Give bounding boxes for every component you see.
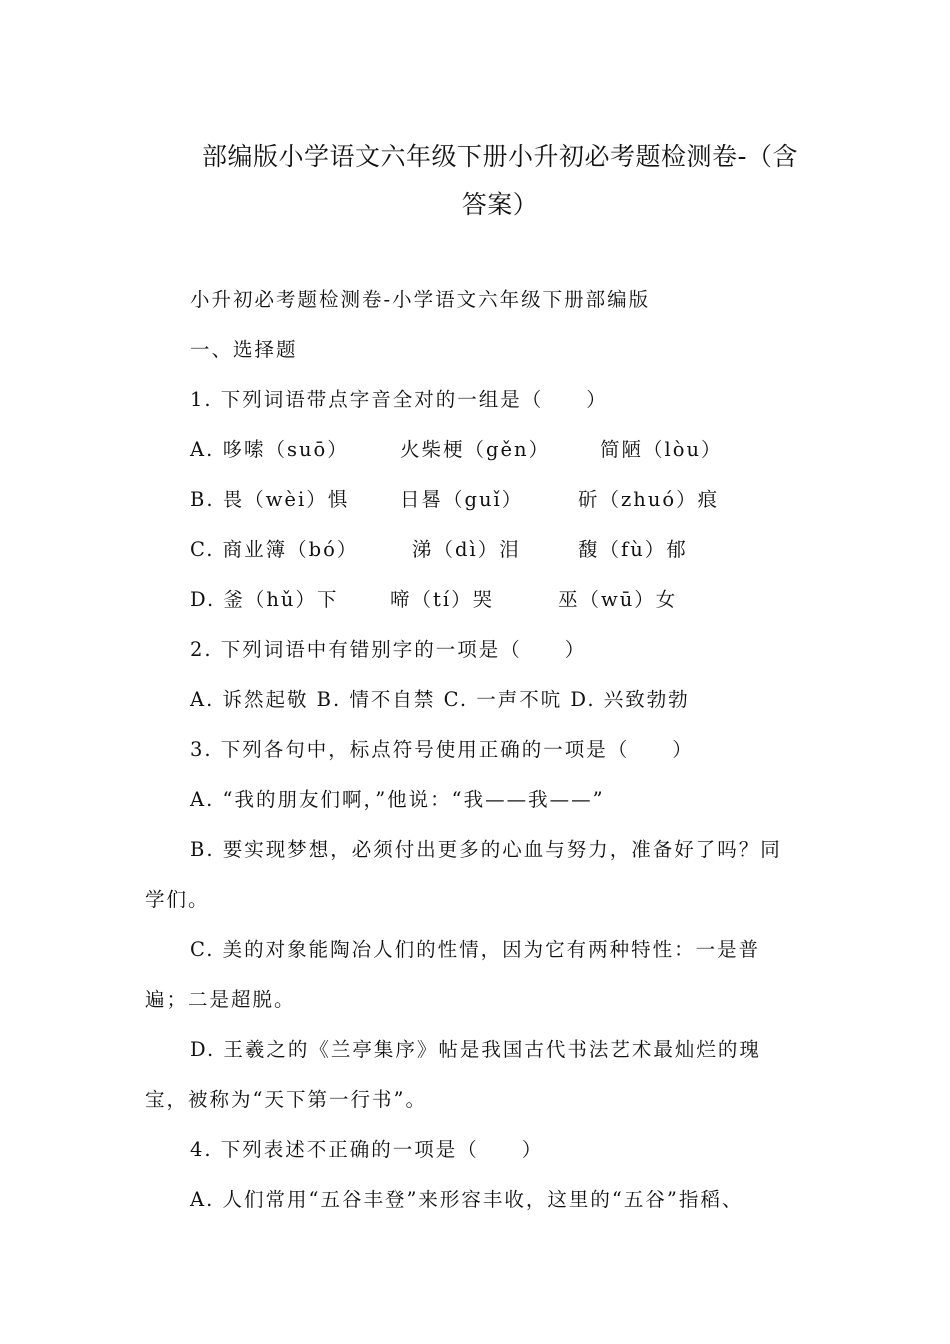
option-part: 涕（dì）泪 (412, 538, 521, 561)
option-part: B. 畏（wèi）惧 (190, 488, 350, 511)
option-part: 斫（zhuó）痕 (578, 488, 720, 511)
question-2-options: A. 诉然起敬 B. 情不自禁 C. 一声不吭 D. 兴致勃勃 (190, 688, 690, 711)
title-line-1: 部编版小学语文六年级下册小升初必考题检测卷-（含 (201, 142, 799, 171)
question-3-option-a: A. “我的朋友们啊，”他说：“我——我——” (190, 788, 605, 811)
document-body (145, 282, 815, 1232)
document-title (140, 133, 860, 229)
question-3-option-b-line-2: 学们。 (145, 888, 210, 911)
question-1-stem: 1. 下列词语带点字音全对的一组是（ ） (190, 388, 608, 411)
question-3-option-c-line-1: C. 美的对象能陶冶人们的性情，因为它有两种特性：一是普 (190, 938, 761, 961)
subtitle: 小升初必考题检测卷-小学语文六年级下册部编版 (190, 288, 651, 311)
section-heading: 一、选择题 (190, 338, 298, 361)
option-part: D. 釜（hǔ）下 (190, 588, 339, 611)
question-2-stem: 2. 下列词语中有错别字的一项是（ ） (190, 638, 587, 661)
option-part: 日晷（guǐ） (400, 488, 524, 511)
question-3-option-d-line-2: 宝，被称为“天下第一行书”。 (145, 1088, 427, 1111)
question-4-option-a-line-1: A. 人们常用“五谷丰登”来形容丰收，这里的“五谷”指稻、 (190, 1188, 744, 1211)
question-3-stem: 3. 下列各句中，标点符号使用正确的一项是（ ） (190, 738, 694, 761)
question-3-option-d-line-1: D. 王羲之的《兰亭集序》帖是我国古代书法艺术最灿烂的瑰 (190, 1038, 761, 1061)
option-part: 火柴梗（gěn） (400, 438, 551, 461)
question-1-option-a (145, 432, 815, 482)
question-3-option-b-line-1: B. 要实现梦想，必须付出更多的心血与努力，准备好了吗？同 (190, 838, 782, 861)
option-part: 简陋（lòu） (600, 438, 723, 461)
option-part: A. 哆嗦（suō） (190, 438, 349, 461)
question-4-stem: 4. 下列表述不正确的一项是（ ） (190, 1138, 544, 1161)
option-part: C. 商业簿（bó） (190, 538, 359, 561)
question-1-option-c (145, 532, 815, 582)
option-part: 啼（tí）哭 (390, 588, 495, 611)
title-line-2: 答案） (461, 190, 539, 219)
option-part: 巫（wū）女 (558, 588, 678, 611)
question-3-option-c-line-2: 遍；二是超脱。 (145, 988, 296, 1011)
option-part: 馥（fù）郁 (578, 538, 688, 561)
question-1-option-d (145, 582, 815, 632)
question-1-option-b (145, 482, 815, 532)
